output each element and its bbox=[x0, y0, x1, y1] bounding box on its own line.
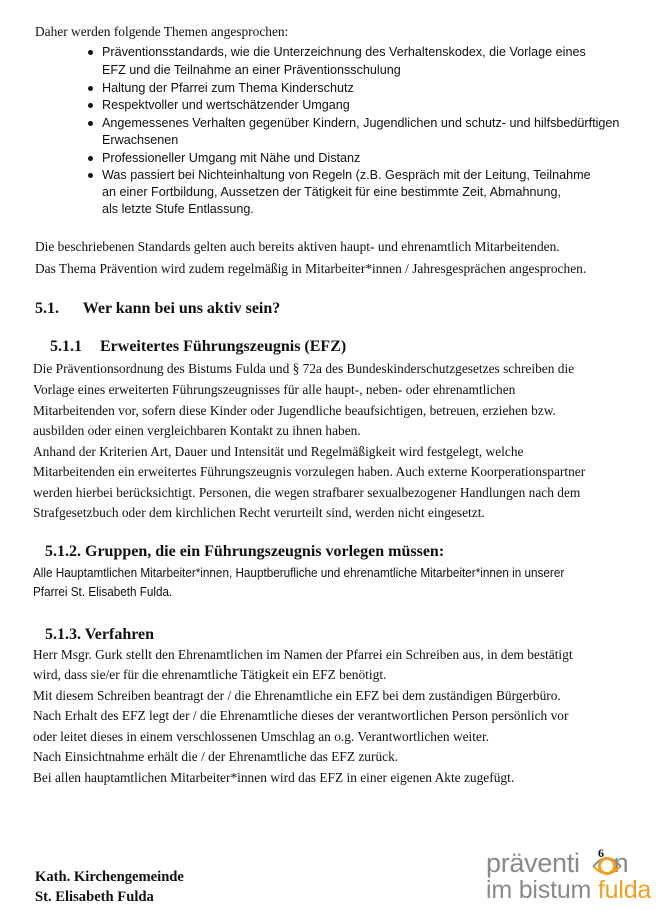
paragraph-line: Die Präventionsordnung des Bistums Fulda und § 72a des Bundeskinderschutzgesetzes schreiben die bbox=[33, 361, 575, 376]
paragraph-line: Pfarrei St. Elisabeth Fulda. bbox=[33, 585, 173, 599]
paragraph-line: Nach Einsichtnahme erhält die / der Ehrenamtliche das EFZ zurück. bbox=[33, 749, 399, 764]
section-heading-5-1-1 bbox=[50, 338, 346, 356]
list-item-line: Respektvoller und wertschätzender Umgang bbox=[102, 98, 350, 112]
paragraph-line: Mitarbeitenden ein erweitertes Führungszeugnis vorzulegen haben. Auch externe Koorperationspartner bbox=[33, 464, 586, 479]
paragraph-line: Das Thema Prävention wird zudem regelmäßig in Mitarbeiter*innen / Jahresgesprächen angesprochen. bbox=[35, 261, 587, 276]
bullet-icon bbox=[88, 50, 93, 55]
praevention-logo bbox=[486, 848, 658, 906]
list-item-line: Präventionsstandards, wie die Unterzeichnung des Verhaltenskodex, die Vorlage eines bbox=[102, 45, 586, 59]
logo-text: n bbox=[613, 848, 629, 878]
section-heading-5-1-2: 5.1.2. Gruppen, die ein Führungszeugnis vorlegen müssen: bbox=[45, 543, 445, 560]
footer-parish-line1: Kath. Kirchengemeinde bbox=[35, 869, 184, 885]
paragraph-line: Bei allen hauptamtlichen Mitarbeiter*innen wird das EFZ in einer eigenen Akte zugefügt. bbox=[33, 770, 515, 785]
list-item-line: als letzte Stufe Entlassung. bbox=[102, 202, 254, 216]
bullet-icon bbox=[88, 86, 93, 91]
section-number: 5.1. bbox=[35, 300, 59, 317]
section-title: Erweitertes Führungszeugnis (EFZ) bbox=[100, 338, 347, 355]
bullet-icon bbox=[88, 103, 93, 108]
logo-text: fulda bbox=[597, 876, 652, 904]
logo-text: im bistum bbox=[486, 876, 598, 904]
bullet-icon bbox=[88, 173, 93, 178]
paragraph-line: Alle Hauptamtlichen Mitarbeiter*innen, Hauptberufliche und ehrenamtliche Mitarbeiter*innen in unserer bbox=[33, 566, 565, 580]
list-item-line: Professioneller Umgang mit Nähe und Distanz bbox=[102, 151, 361, 165]
footer-parish-line2: St. Elisabeth Fulda bbox=[35, 889, 154, 905]
bullet-icon bbox=[88, 121, 93, 126]
paragraph-line: Nach Erhalt des EFZ legt der / die Ehrenamtliche dieses der verantwortlichen Person persönlich vor bbox=[33, 708, 569, 723]
list-item-line: Haltung der Pfarrei zum Thema Kinderschutz bbox=[102, 81, 354, 95]
paragraph-line: Mit diesem Schreiben beantragt der / die Ehrenamtliche ein EFZ bei dem zuständigen Bürgerbüro. bbox=[33, 688, 561, 703]
paragraph-line: oder leitet dieses in einem verschlossenen Umschlag an o.g. Verantwortlichen weiter. bbox=[33, 729, 490, 744]
logo-text: präventi bbox=[486, 848, 580, 878]
eye-icon bbox=[589, 851, 625, 879]
paragraph-line: Mitarbeitenden vor, sofern diese Kinder oder Jugendliche beaufsichtigen, betreuen, erziehen bzw. bbox=[33, 403, 556, 418]
paragraph-line: Strafgesetzbuch oder dem kirchlichen Recht verurteilt sind, werden nicht eingesetzt. bbox=[33, 505, 485, 520]
section-title: Wer kann bei uns aktiv sein? bbox=[82, 300, 281, 317]
list-item-line: an einer Fortbildung, Aussetzen der Tätigkeit für eine bestimmte Zeit, Abmahnung, bbox=[102, 185, 561, 199]
paragraph-line: Anhand der Kriterien Art, Dauer und Intensität und Regelmäßigkeit wird festgelegt, welche bbox=[33, 444, 524, 459]
paragraph-line: Die beschriebenen Standards gelten auch bereits aktiven haupt- und ehrenamtlich Mitarbeitenden. bbox=[35, 239, 560, 254]
page-number: 6 bbox=[598, 846, 604, 860]
paragraph-line: wird, dass sie/er für die ehrenamtliche Tätigkeit ein EFZ benötigt. bbox=[33, 667, 387, 682]
paragraph-line: ausbilden oder einen vergleichbaren Kontakt zu ihnen haben. bbox=[33, 423, 361, 438]
section-number: 5.1.1 bbox=[50, 338, 82, 355]
list-item-line: EFZ und die Teilnahme an einer Präventionsschulung bbox=[102, 63, 401, 77]
section-heading-5-1-3: 5.1.3. Verfahren bbox=[45, 626, 155, 643]
bullet-icon bbox=[88, 156, 93, 161]
paragraph-line: Vorlage eines erweiterten Führungszeugnisses für alle haupt-, neben- oder ehrenamtlichen bbox=[33, 382, 516, 397]
paragraph-line: Herr Msgr. Gurk stellt den Ehrenamtlichen im Namen der Pfarrei ein Schreiben aus, in dem bestätigt bbox=[33, 647, 573, 662]
paragraph-line: werden hierbei berücksichtigt. Personen, die wegen strafbarer sexualbezogener Handlungen nach dem bbox=[33, 485, 581, 500]
intro-text: Daher werden folgende Themen angesprochen: bbox=[35, 24, 289, 39]
section-heading-5-1 bbox=[35, 300, 280, 318]
list-item-line: Was passiert bei Nichteinhaltung von Regeln (z.B. Gespräch mit der Leitung, Teilnahme bbox=[102, 168, 591, 182]
list-item-line: Erwachsenen bbox=[102, 133, 179, 147]
list-item-line: Angemessenes Verhalten gegenüber Kindern, Jugendlichen und schutz- und hilfsbedürftigen bbox=[102, 116, 620, 130]
